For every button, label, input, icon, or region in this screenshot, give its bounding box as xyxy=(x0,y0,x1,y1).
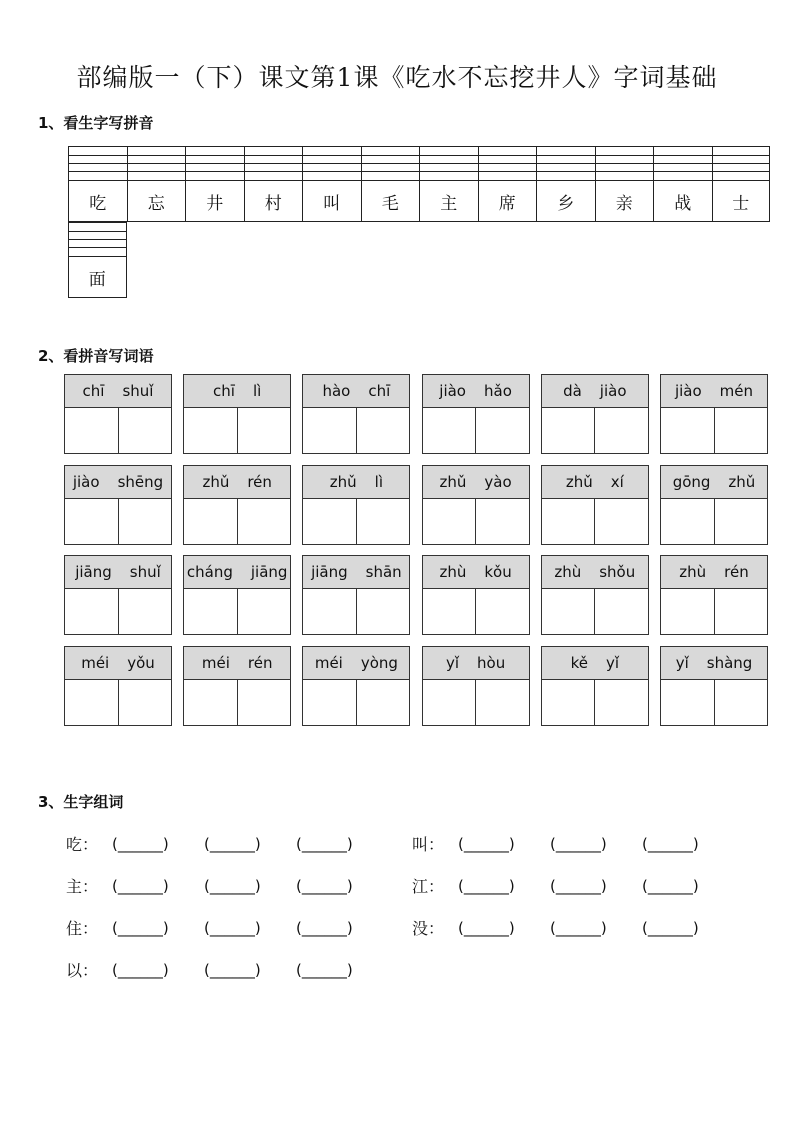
word-pinyin xyxy=(184,647,290,680)
pinyin-cell xyxy=(127,146,186,222)
word-pinyin xyxy=(184,556,290,589)
pinyin-writing-lines[interactable] xyxy=(537,146,595,180)
word-pinyin xyxy=(542,647,648,680)
pinyin-writing-lines[interactable] xyxy=(69,146,127,180)
character-writing-cell[interactable] xyxy=(184,499,237,545)
answer-blank[interactable]: (______) xyxy=(550,918,607,937)
pinyin-syllable: zhǔ xyxy=(439,472,467,491)
word-box xyxy=(64,374,172,454)
pinyin-syllable: méi xyxy=(201,654,230,673)
word-box xyxy=(541,555,649,635)
pinyin-writing-lines[interactable] xyxy=(654,146,712,180)
pinyin-syllable: rén xyxy=(247,654,273,673)
pinyin-syllable: jiāng xyxy=(250,563,288,582)
character-writing-cell[interactable] xyxy=(303,589,356,635)
pinyin-syllable: méi xyxy=(314,654,343,673)
word-box xyxy=(660,555,768,635)
answer-blank[interactable]: (______) xyxy=(204,918,261,937)
word-pinyin xyxy=(303,556,409,589)
answer-blank[interactable]: (______) xyxy=(204,834,261,853)
pinyin-cell xyxy=(712,146,771,222)
character-writing-cell[interactable] xyxy=(542,680,595,726)
pinyin-cell xyxy=(536,146,595,222)
pinyin-cell xyxy=(68,222,127,298)
character-writing-cell[interactable] xyxy=(423,499,476,545)
word-box xyxy=(64,465,172,545)
word-box xyxy=(660,465,768,545)
character-writing-cell[interactable] xyxy=(118,499,172,545)
answer-blank[interactable]: (______) xyxy=(550,876,607,895)
word-box xyxy=(183,555,291,635)
section-1-heading: 1、看生字写拼音 xyxy=(38,114,154,132)
character: 士 xyxy=(713,180,770,222)
pinyin-syllable: jiào xyxy=(674,382,702,400)
character: 乡 xyxy=(537,180,595,222)
pinyin-cell xyxy=(595,146,654,222)
character-writing-cell[interactable] xyxy=(475,589,529,635)
pinyin-syllable: shǒu xyxy=(599,563,636,582)
answer-blank[interactable]: (______) xyxy=(296,960,353,979)
word-pinyin xyxy=(303,466,409,499)
pinyin-cell xyxy=(361,146,420,222)
answer-blank[interactable]: (______) xyxy=(112,876,169,895)
pinyin-cell xyxy=(68,146,127,222)
word-formation-row xyxy=(66,958,388,981)
pinyin-syllable: mén xyxy=(719,382,754,400)
character: 吃 xyxy=(69,180,127,222)
pinyin-syllable: lì xyxy=(252,382,262,400)
pinyin-syllable: zhù xyxy=(439,563,467,582)
word-pinyin xyxy=(661,556,767,589)
pinyin-syllable: kǒu xyxy=(484,563,512,582)
word-box xyxy=(183,374,291,454)
pinyin-cell xyxy=(653,146,712,222)
pinyin-syllable: chī xyxy=(213,382,235,400)
word-box xyxy=(541,646,649,726)
character-writing-cell[interactable] xyxy=(423,408,476,454)
pinyin-syllable: yào xyxy=(484,472,512,491)
answer-blank[interactable]: (______) xyxy=(642,834,699,853)
word-box xyxy=(422,646,530,726)
pinyin-syllable: shuǐ xyxy=(129,563,161,582)
character: 忘 xyxy=(128,180,186,222)
character-writing-cell[interactable] xyxy=(661,680,714,726)
word-formation-row xyxy=(412,874,734,897)
word-pinyin xyxy=(65,647,171,680)
character-writing-cell[interactable] xyxy=(237,680,291,726)
character-writing-cell[interactable] xyxy=(118,680,172,726)
character-writing-cell[interactable] xyxy=(356,499,410,545)
answer-blank[interactable]: (______) xyxy=(642,876,699,895)
word-box xyxy=(422,555,530,635)
answer-blank[interactable]: (______) xyxy=(296,876,353,895)
pinyin-syllable: chī xyxy=(368,382,391,400)
word-box xyxy=(422,374,530,454)
pinyin-cell xyxy=(185,146,244,222)
character-writing-cell[interactable] xyxy=(356,680,410,726)
character-writing-cell[interactable] xyxy=(594,408,648,454)
pinyin-writing-lines[interactable] xyxy=(245,146,303,180)
pinyin-syllable: shēng xyxy=(117,472,164,491)
word-box xyxy=(64,555,172,635)
pinyin-syllable: cháng xyxy=(186,563,233,582)
character-writing-cell[interactable] xyxy=(303,680,356,726)
word-pinyin xyxy=(542,466,648,499)
pinyin-syllable: hào xyxy=(322,382,351,400)
answer-blank[interactable]: (______) xyxy=(112,918,169,937)
character: 亲 xyxy=(596,180,654,222)
character-writing-cell[interactable] xyxy=(594,680,648,726)
character-writing-cell[interactable] xyxy=(475,408,529,454)
character-writing-cell[interactable] xyxy=(475,499,529,545)
character-writing-cell[interactable] xyxy=(118,589,172,635)
character-writing-cell[interactable] xyxy=(237,408,291,454)
character-writing-cell[interactable] xyxy=(714,499,768,545)
word-formation-character: 没： xyxy=(412,919,445,938)
character-writing-cell[interactable] xyxy=(542,499,595,545)
pinyin-syllable: zhǔ xyxy=(329,472,357,491)
word-formation-character: 住： xyxy=(66,919,99,938)
word-pinyin xyxy=(661,375,767,408)
pinyin-syllable: dà xyxy=(563,382,582,400)
word-box xyxy=(302,646,410,726)
pinyin-writing-lines[interactable] xyxy=(186,146,244,180)
character-writing-cell[interactable] xyxy=(423,680,476,726)
answer-blank[interactable]: (______) xyxy=(296,918,353,937)
character-writing-cell[interactable] xyxy=(65,680,118,726)
word-pinyin xyxy=(423,375,529,408)
word-pinyin xyxy=(661,466,767,499)
word-pinyin xyxy=(65,466,171,499)
word-pinyin xyxy=(65,556,171,589)
word-formation-character: 以： xyxy=(66,961,99,980)
word-formation-character: 吃： xyxy=(66,835,99,854)
pinyin-syllable: yǐ xyxy=(605,654,620,673)
word-pinyin xyxy=(303,375,409,408)
word-pinyin xyxy=(303,647,409,680)
word-formation-row xyxy=(412,916,734,939)
pinyin-syllable: yǐ xyxy=(675,654,689,673)
character-writing-cell[interactable] xyxy=(594,499,648,545)
pinyin-syllable: rén xyxy=(247,472,272,491)
character-writing-cell[interactable] xyxy=(356,408,410,454)
answer-blank[interactable]: (______) xyxy=(550,834,607,853)
word-box xyxy=(183,465,291,545)
word-box xyxy=(64,646,172,726)
word-formation-character: 江： xyxy=(412,877,445,896)
word-pinyin xyxy=(184,466,290,499)
pinyin-writing-lines[interactable] xyxy=(479,146,537,180)
pinyin-syllable: zhǔ xyxy=(202,472,230,491)
section-3-heading: 3、生字组词 xyxy=(38,793,124,811)
pinyin-syllable: yǒu xyxy=(127,654,155,673)
word-box xyxy=(660,646,768,726)
pinyin-grid-row-1 xyxy=(68,146,770,222)
word-formation-character: 叫： xyxy=(412,835,445,854)
word-pinyin xyxy=(423,647,529,680)
word-pinyin xyxy=(65,375,171,408)
pinyin-writing-lines[interactable] xyxy=(420,146,478,180)
character-writing-cell[interactable] xyxy=(423,589,476,635)
pinyin-syllable: lì xyxy=(374,472,383,491)
pinyin-writing-lines[interactable] xyxy=(69,222,126,256)
word-box xyxy=(302,465,410,545)
pinyin-syllable: yǐ xyxy=(445,654,460,673)
character: 面 xyxy=(69,256,126,298)
pinyin-syllable: zhǔ xyxy=(565,472,593,491)
character: 井 xyxy=(186,180,244,222)
word-box xyxy=(541,465,649,545)
character: 席 xyxy=(479,180,537,222)
pinyin-writing-lines[interactable] xyxy=(303,146,361,180)
character-writing-cell[interactable] xyxy=(237,499,291,545)
word-box xyxy=(422,465,530,545)
pinyin-syllable: xí xyxy=(610,472,624,491)
character-writing-cell[interactable] xyxy=(714,680,768,726)
pinyin-grid-row-2 xyxy=(68,222,127,298)
character: 主 xyxy=(420,180,478,222)
character-writing-cell[interactable] xyxy=(542,408,595,454)
word-formation-row xyxy=(66,832,388,855)
answer-blank[interactable]: (______) xyxy=(458,834,515,853)
character-writing-cell[interactable] xyxy=(356,589,410,635)
pinyin-syllable: jiào xyxy=(599,382,627,400)
pinyin-writing-lines[interactable] xyxy=(362,146,420,180)
pinyin-syllable: hòu xyxy=(477,654,506,673)
character-writing-cell[interactable] xyxy=(714,408,768,454)
character-writing-cell[interactable] xyxy=(65,499,118,545)
character-writing-cell[interactable] xyxy=(184,589,237,635)
word-box xyxy=(660,374,768,454)
answer-blank[interactable]: (______) xyxy=(296,834,353,853)
word-formation-character: 主： xyxy=(66,877,99,896)
character-writing-cell[interactable] xyxy=(542,589,595,635)
character-writing-cell[interactable] xyxy=(661,408,714,454)
character-writing-cell[interactable] xyxy=(475,680,529,726)
answer-blank[interactable]: (______) xyxy=(112,834,169,853)
character-writing-cell[interactable] xyxy=(118,408,172,454)
page-title: 部编版一（下）课文第1课《吃水不忘挖井人》字词基础 xyxy=(76,63,718,92)
character-writing-cell[interactable] xyxy=(184,680,237,726)
character-writing-cell[interactable] xyxy=(303,408,356,454)
answer-blank[interactable]: (______) xyxy=(458,918,515,937)
pinyin-cell xyxy=(419,146,478,222)
word-formation-row xyxy=(66,874,388,897)
character-writing-cell[interactable] xyxy=(237,589,291,635)
character-writing-cell[interactable] xyxy=(714,589,768,635)
answer-blank[interactable]: (______) xyxy=(204,960,261,979)
character-writing-cell[interactable] xyxy=(661,499,714,545)
pinyin-syllable: zhù xyxy=(554,563,582,582)
word-formation-row xyxy=(412,832,734,855)
word-pinyin xyxy=(423,556,529,589)
pinyin-writing-lines[interactable] xyxy=(713,146,770,180)
pinyin-syllable: méi xyxy=(81,654,110,673)
character: 战 xyxy=(654,180,712,222)
pinyin-cell xyxy=(244,146,303,222)
character-writing-cell[interactable] xyxy=(661,589,714,635)
character-writing-cell[interactable] xyxy=(65,589,118,635)
answer-blank[interactable]: (______) xyxy=(642,918,699,937)
pinyin-syllable: rén xyxy=(724,563,749,582)
word-box xyxy=(302,374,410,454)
word-pinyin xyxy=(423,466,529,499)
pinyin-syllable: kě xyxy=(570,654,588,673)
character: 叫 xyxy=(303,180,361,222)
character-writing-cell[interactable] xyxy=(594,589,648,635)
pinyin-syllable: zhù xyxy=(679,563,707,582)
character: 村 xyxy=(245,180,303,222)
word-pinyin xyxy=(542,375,648,408)
character-writing-cell[interactable] xyxy=(303,499,356,545)
pinyin-cell xyxy=(302,146,361,222)
character-writing-cell[interactable] xyxy=(65,408,118,454)
answer-blank[interactable]: (______) xyxy=(458,876,515,895)
pinyin-syllable: jiào xyxy=(72,472,100,491)
pinyin-syllable: zhǔ xyxy=(728,472,756,491)
pinyin-syllable: hǎo xyxy=(484,382,512,400)
word-formation-row xyxy=(66,916,388,939)
pinyin-syllable: jiào xyxy=(439,382,466,400)
pinyin-cell xyxy=(478,146,537,222)
pinyin-writing-lines[interactable] xyxy=(128,146,186,180)
answer-blank[interactable]: (______) xyxy=(112,960,169,979)
word-pinyin xyxy=(542,556,648,589)
character-writing-cell[interactable] xyxy=(184,408,237,454)
pinyin-syllable: chī xyxy=(82,382,105,400)
word-box xyxy=(183,646,291,726)
pinyin-writing-lines[interactable] xyxy=(596,146,654,180)
pinyin-syllable: shàng xyxy=(706,654,753,673)
section-2-heading: 2、看拼音写词语 xyxy=(38,347,154,365)
word-pinyin xyxy=(184,375,290,408)
pinyin-syllable: jiāng xyxy=(311,563,348,582)
word-box xyxy=(302,555,410,635)
character: 毛 xyxy=(362,180,420,222)
pinyin-syllable: shuǐ xyxy=(122,382,154,400)
answer-blank[interactable]: (______) xyxy=(204,876,261,895)
pinyin-syllable: jiāng xyxy=(75,563,112,582)
pinyin-syllable: yòng xyxy=(360,654,398,673)
word-box xyxy=(541,374,649,454)
pinyin-syllable: shān xyxy=(365,563,402,582)
word-pinyin xyxy=(661,647,767,680)
pinyin-syllable: gōng xyxy=(672,472,711,491)
